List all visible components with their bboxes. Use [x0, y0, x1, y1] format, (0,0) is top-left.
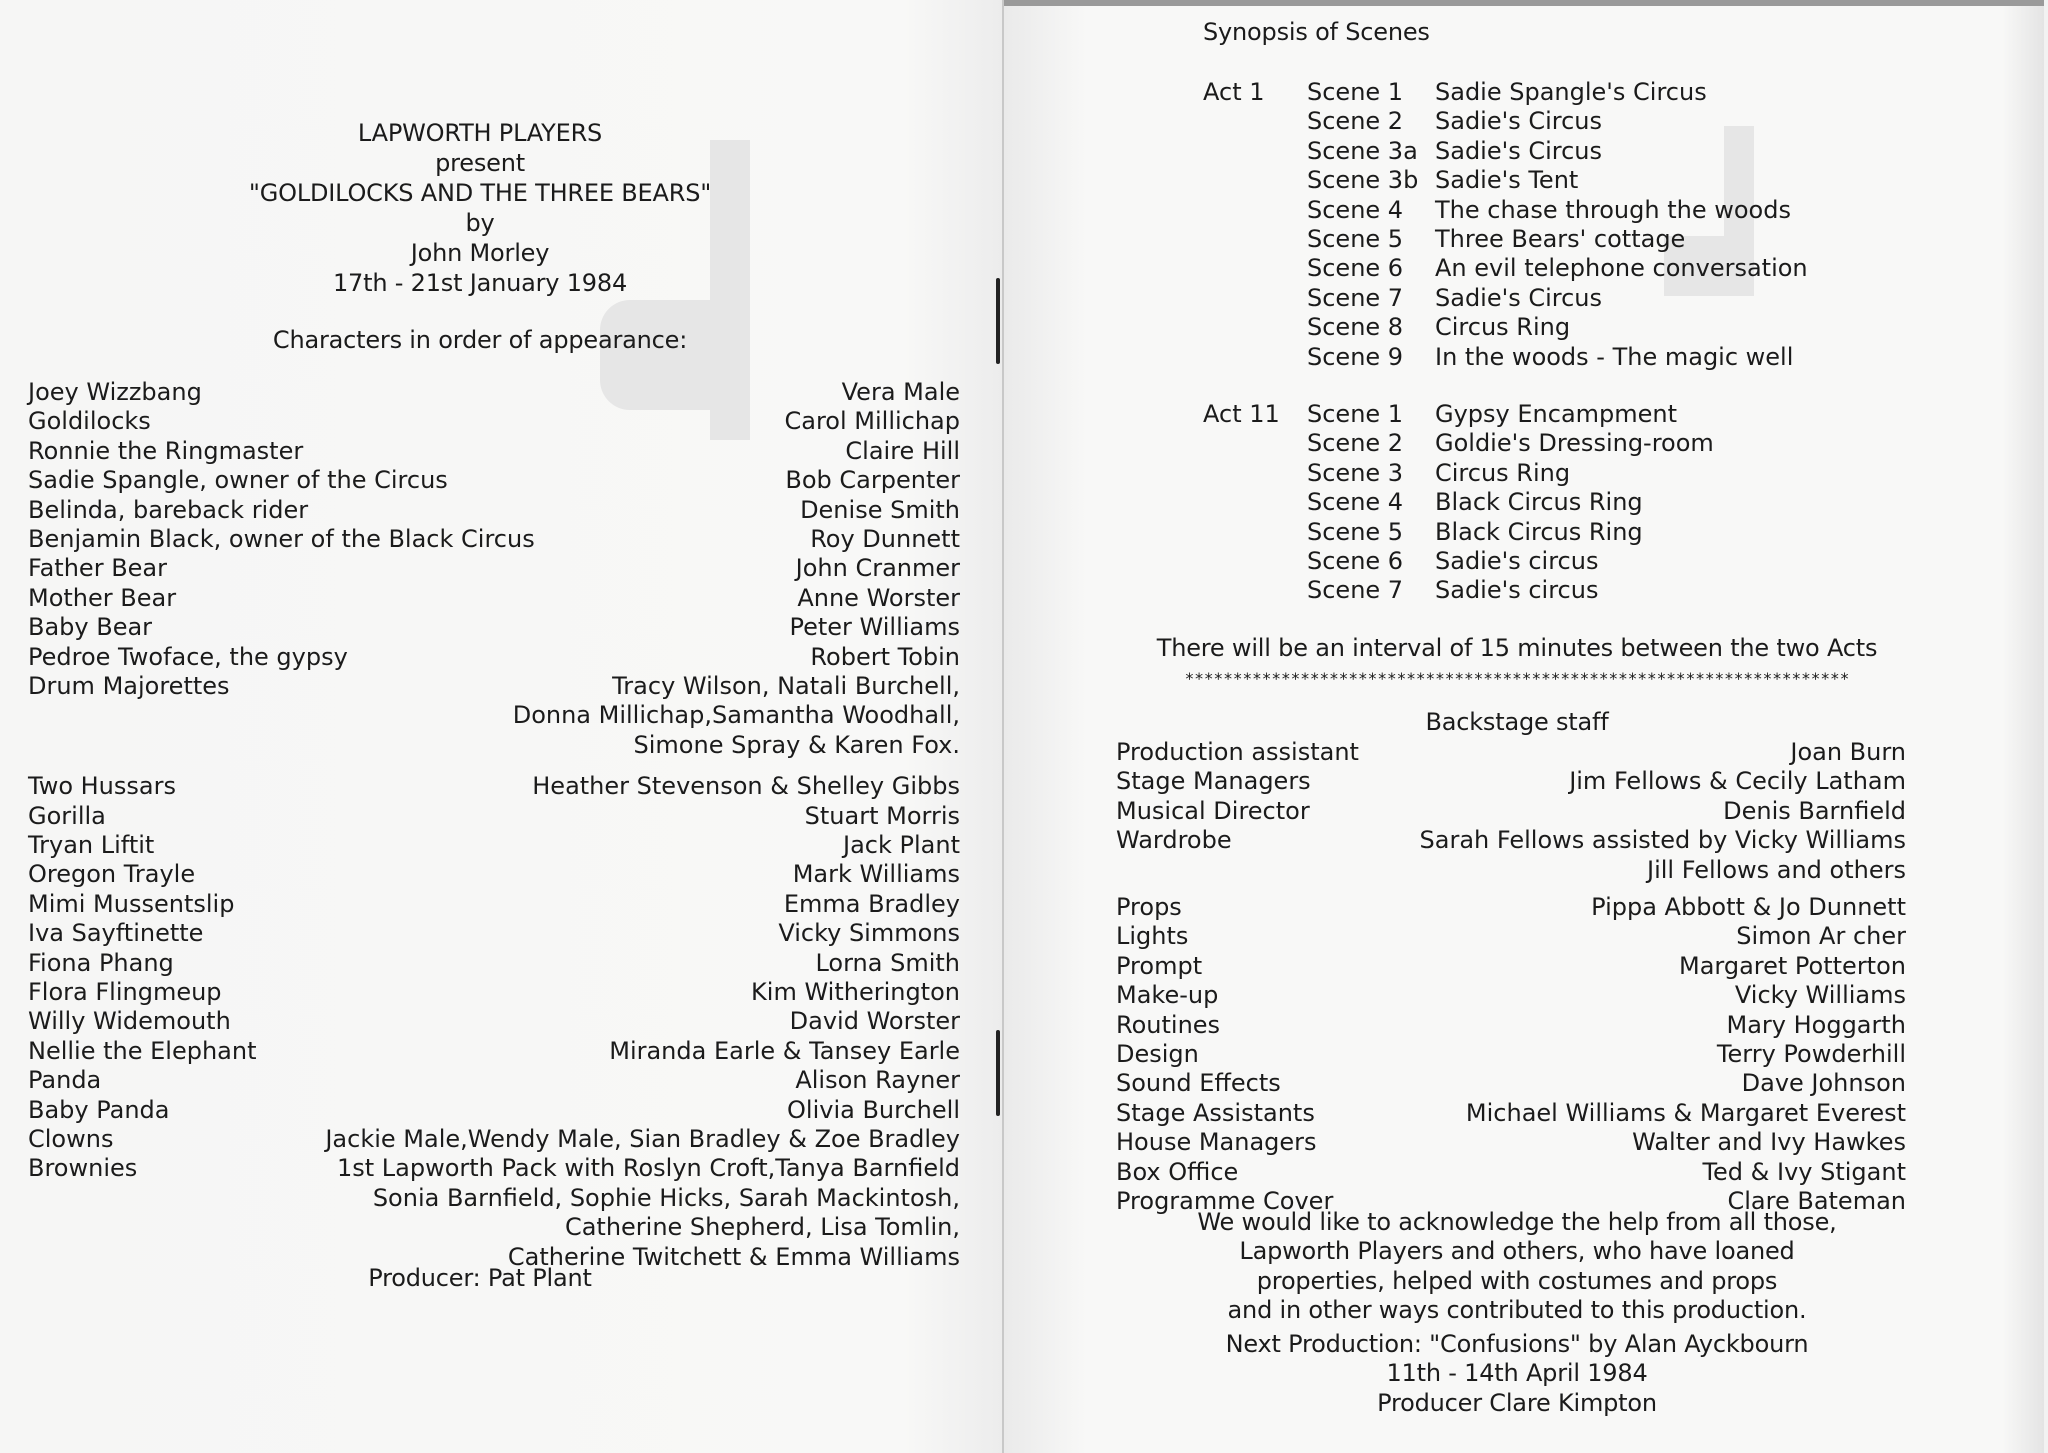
act-label: Act 11	[1203, 400, 1280, 428]
scene-number: Scene 2	[1307, 429, 1404, 458]
staff-row	[1116, 856, 1906, 885]
scene-description: Black Circus Ring	[1435, 517, 1643, 546]
character-name: Tryan Liftit	[28, 831, 155, 859]
staff-role: Box Office	[1116, 1157, 1239, 1186]
staff-row	[1116, 797, 1906, 826]
scene-number: Scene 1	[1307, 400, 1404, 428]
backstage-heading: Backstage staff	[1425, 708, 1609, 736]
cast-row	[28, 802, 960, 831]
character-name: Father Bear	[28, 554, 167, 583]
cast-row	[28, 525, 960, 554]
scene-description: The chase through the woods	[1435, 195, 1791, 224]
scene-description: Sadie Spangle's Circus	[1435, 78, 1707, 106]
staff-role: Lights	[1116, 922, 1189, 951]
staff-name: Walter and Ivy Hawkes	[1632, 1128, 1906, 1157]
scene-description: An evil telephone conversation	[1435, 254, 1808, 283]
programme-header	[180, 118, 780, 298]
character-name: Sadie Spangle, owner of the Circus	[28, 466, 448, 495]
performance-dates: 17th - 21st January 1984	[332, 269, 628, 297]
scene-description: Circus Ring	[1435, 313, 1571, 342]
scene-description: Gypsy Encampment	[1435, 400, 1678, 428]
staff-role: Stage Managers	[1116, 767, 1311, 796]
staff-row	[1116, 1128, 1906, 1157]
cast-row	[28, 613, 960, 642]
character-name: Benjamin Black, owner of the Black Circus	[28, 525, 535, 553]
separator-stars: *********************************************************************	[1184, 669, 1850, 688]
acknowledgement-line: and in other ways contributed to this production.	[1227, 1296, 1807, 1325]
cast-row	[28, 437, 960, 466]
next-production-dates: 11th - 14th April 1984	[1386, 1359, 1648, 1388]
character-name: Pedroe Twoface, the gypsy	[28, 642, 348, 671]
staff-row	[1116, 767, 1906, 796]
actor-name: Catherine Twitchett & Emma Williams	[507, 1242, 960, 1271]
staff-row	[1116, 1011, 1906, 1040]
staff-role: Design	[1116, 1040, 1199, 1068]
staff-name: Mary Hoggarth	[1726, 1010, 1906, 1039]
character-name: Flora Flingmeup	[28, 978, 222, 1006]
actor-name: Catherine Shepherd, Lisa Tomlin,	[564, 1213, 960, 1242]
actor-name: Vicky Simmons	[778, 919, 960, 948]
staff-row	[1116, 952, 1906, 981]
actor-name: Anne Worster	[797, 583, 960, 612]
character-name: Clowns	[28, 1125, 114, 1153]
company-name: LAPWORTH PLAYERS	[357, 119, 603, 147]
actor-name: Alison Rayner	[795, 1066, 960, 1095]
actor-name: Claire Hill	[845, 436, 960, 465]
cast-row	[28, 772, 960, 801]
staff-role: Routines	[1116, 1010, 1221, 1039]
character-name: Joey Wizzbang	[28, 378, 202, 406]
next-production-line: Next Production: "Confusions" by Alan Ayckbourn	[1225, 1330, 1809, 1358]
actor-name: Stuart Morris	[804, 801, 960, 830]
characters-heading: Characters in order of appearance:	[272, 326, 688, 354]
scene-number: Scene 2	[1307, 107, 1404, 136]
character-name: Two Hussars	[28, 772, 176, 801]
actor-name: Denise Smith	[800, 495, 960, 524]
staple-top	[996, 278, 1000, 364]
character-name: Goldilocks	[28, 407, 151, 436]
actor-name: David Worster	[789, 1007, 960, 1036]
actor-name: Donna Millichap,Samantha Woodhall,	[512, 701, 960, 730]
staff-row	[1116, 1069, 1906, 1098]
character-name: Ronnie the Ringmaster	[28, 436, 304, 465]
staff-role: Props	[1116, 893, 1182, 921]
scene-description: Circus Ring	[1435, 458, 1571, 487]
acknowledgement-line: We would like to acknowledge the help from all those,	[1197, 1208, 1837, 1236]
cast-row	[28, 1184, 960, 1213]
scene-description: Goldie's Dressing-room	[1435, 429, 1714, 458]
actor-name: Simone Spray & Karen Fox.	[633, 730, 960, 759]
scene-number: Scene 3a	[1307, 136, 1418, 165]
cast-row	[28, 1125, 960, 1154]
cast-row	[28, 1066, 960, 1095]
staff-name: Michael Williams & Margaret Everest	[1465, 1098, 1906, 1127]
scene-number: Scene 3	[1307, 458, 1404, 487]
acknowledgement	[1114, 1208, 1920, 1326]
staff-role: Musical Director	[1116, 796, 1310, 825]
acknowledgement-line: properties, helped with costumes and props	[1256, 1266, 1778, 1295]
character-name: Mimi Mussentslip	[28, 889, 235, 918]
cast-row	[28, 949, 960, 978]
cast-row	[28, 643, 960, 672]
interval-notice: There will be an interval of 15 minutes between the two Acts	[1156, 634, 1878, 662]
character-name: Baby Panda	[28, 1095, 170, 1124]
actor-name: Tracy Wilson, Natali Burchell,	[612, 672, 960, 700]
scene-description: Sadie's Circus	[1435, 107, 1603, 136]
scene-number: Scene 5	[1307, 517, 1404, 546]
cast-row	[28, 701, 960, 730]
staff-name: Terry Powderhill	[1716, 1040, 1906, 1068]
cast-row	[28, 407, 960, 436]
actor-name: Jackie Male,Wendy Male, Sian Bradley & Zoe Bradley	[325, 1125, 960, 1153]
actor-name: Roy Dunnett	[810, 525, 960, 553]
cast-row	[28, 378, 960, 407]
actor-name: Olivia Burchell	[787, 1095, 960, 1124]
scene-number: Scene 7	[1307, 576, 1404, 605]
character-name: Mother Bear	[28, 583, 177, 612]
staff-role: Production assistant	[1116, 738, 1359, 766]
cast-row	[28, 672, 960, 701]
cast-row	[28, 1096, 960, 1125]
cast-row	[28, 919, 960, 948]
staff-role: Prompt	[1116, 951, 1203, 980]
scene-description: Sadie's circus	[1435, 547, 1599, 575]
actor-name: Jack Plant	[843, 831, 960, 859]
staff-row	[1116, 922, 1906, 951]
staff-row	[1116, 826, 1906, 855]
staff-row	[1116, 893, 1906, 922]
cast-row	[28, 978, 960, 1007]
actor-name: Bob Carpenter	[785, 466, 960, 495]
synopsis-title: Synopsis of Scenes	[1203, 18, 1430, 46]
act-label: Act 1	[1203, 78, 1265, 106]
actor-name: Kim Witherington	[751, 978, 960, 1006]
actor-name: Heather Stevenson & Shelley Gibbs	[532, 772, 960, 801]
page-gutter	[1002, 0, 1004, 1453]
character-name: Drum Majorettes	[28, 672, 230, 700]
staff-name: Clare Bateman	[1727, 1187, 1906, 1215]
staff-name: Sarah Fellows assisted by Vicky Williams	[1419, 826, 1906, 855]
staff-row	[1116, 981, 1906, 1010]
actor-name: Peter Williams	[789, 613, 960, 642]
character-name: Gorilla	[28, 801, 106, 830]
staff-role: Make-up	[1116, 981, 1219, 1010]
staff-role: House Managers	[1116, 1128, 1317, 1157]
staff-row	[1116, 1158, 1906, 1187]
cast-row	[28, 1154, 960, 1183]
scene-number: Scene 1	[1307, 78, 1404, 106]
staff-name: Margaret Potterton	[1678, 951, 1906, 980]
actor-name: Mark Williams	[792, 860, 960, 889]
character-name: Fiona Phang	[28, 948, 174, 977]
cast-row	[28, 731, 960, 760]
character-name: Baby Bear	[28, 613, 153, 642]
character-name: Belinda, bareback rider	[28, 495, 309, 524]
by-label: by	[465, 209, 495, 237]
scene-description: Sadie's Tent	[1435, 166, 1579, 195]
cast-row	[28, 1007, 960, 1036]
character-name: Willy Widemouth	[28, 1007, 231, 1036]
scene-number: Scene 6	[1307, 547, 1404, 575]
staff-name: Jill Fellows and others	[1647, 855, 1906, 884]
cast-row	[28, 466, 960, 495]
staff-role: Stage Assistants	[1116, 1098, 1315, 1127]
present-label: present	[435, 149, 525, 177]
scene-number: Scene 4	[1307, 488, 1404, 517]
cast-row	[28, 496, 960, 525]
actor-name: Vera Male	[841, 378, 960, 406]
staff-row	[1116, 1040, 1906, 1069]
author-name: John Morley	[410, 239, 550, 267]
staff-name: Denis Barnfield	[1723, 796, 1906, 825]
cast-row	[28, 890, 960, 919]
scene-number: Scene 3b	[1307, 166, 1419, 195]
cast-row	[28, 1213, 960, 1242]
character-name: Nellie the Elephant	[28, 1036, 257, 1065]
scene-description: Sadie's Circus	[1435, 136, 1603, 165]
cast-row	[28, 584, 960, 613]
character-name: Panda	[28, 1066, 102, 1095]
staple-bottom	[996, 1030, 1000, 1116]
next-production	[1114, 1330, 1920, 1418]
scene-description: In the woods - The magic well	[1435, 342, 1794, 371]
scene-description: Three Bears' cottage	[1435, 225, 1686, 253]
cast-row	[28, 554, 960, 583]
staff-name: Pippa Abbott & Jo Dunnett	[1591, 893, 1906, 921]
staff-name: Ted & Ivy Stigant	[1702, 1157, 1906, 1186]
staff-role: Programme Cover	[1116, 1187, 1334, 1215]
actor-name: Sonia Barnfield, Sophie Hicks, Sarah Mackintosh,	[372, 1183, 960, 1212]
actor-name: 1st Lapworth Pack with Roslyn Croft,Tanya Barnfield	[336, 1154, 960, 1183]
acknowledgement-line: Lapworth Players and others, who have loaned	[1239, 1237, 1795, 1266]
actor-name: Carol Millichap	[784, 407, 960, 436]
scene-number: Scene 7	[1307, 283, 1404, 312]
staff-row	[1116, 1099, 1906, 1128]
scene-number: Scene 8	[1307, 313, 1404, 342]
actor-name: Miranda Earle & Tansey Earle	[609, 1036, 960, 1065]
staff-role: Sound Effects	[1116, 1069, 1281, 1098]
staff-row	[1116, 738, 1906, 767]
actor-name: Emma Bradley	[783, 889, 960, 918]
staff-name: Vicky Williams	[1734, 981, 1906, 1010]
cast-row	[28, 831, 960, 860]
next-production-producer: Producer Clare Kimpton	[1377, 1388, 1657, 1417]
cast-row	[28, 1037, 960, 1066]
staff-name: Joan Burn	[1790, 738, 1906, 766]
scene-number: Scene 9	[1307, 342, 1404, 371]
scene-number: Scene 5	[1307, 225, 1404, 253]
actor-name: Lorna Smith	[815, 948, 960, 977]
scene-description: Black Circus Ring	[1435, 488, 1643, 517]
staff-name: Simon Ar cher	[1736, 922, 1906, 951]
staff-name: Dave Johnson	[1741, 1069, 1906, 1098]
character-name: Iva Sayftinette	[28, 919, 204, 948]
actor-name: John Cranmer	[795, 554, 960, 583]
producer-credit: Producer: Pat Plant	[368, 1264, 592, 1292]
character-name: Oregon Trayle	[28, 860, 196, 889]
scene-description: Sadie's circus	[1435, 576, 1599, 605]
cast-row	[28, 860, 960, 889]
staff-role: Wardrobe	[1116, 826, 1232, 855]
scene-number: Scene 4	[1307, 195, 1404, 224]
scene-number: Scene 6	[1307, 254, 1404, 283]
staff-name: Jim Fellows & Cecily Latham	[1569, 767, 1906, 796]
play-title: "GOLDILOCKS AND THE THREE BEARS"	[248, 179, 712, 207]
scene-description: Sadie's Circus	[1435, 283, 1603, 312]
character-name: Brownies	[28, 1154, 138, 1183]
actor-name: Robert Tobin	[810, 642, 960, 671]
